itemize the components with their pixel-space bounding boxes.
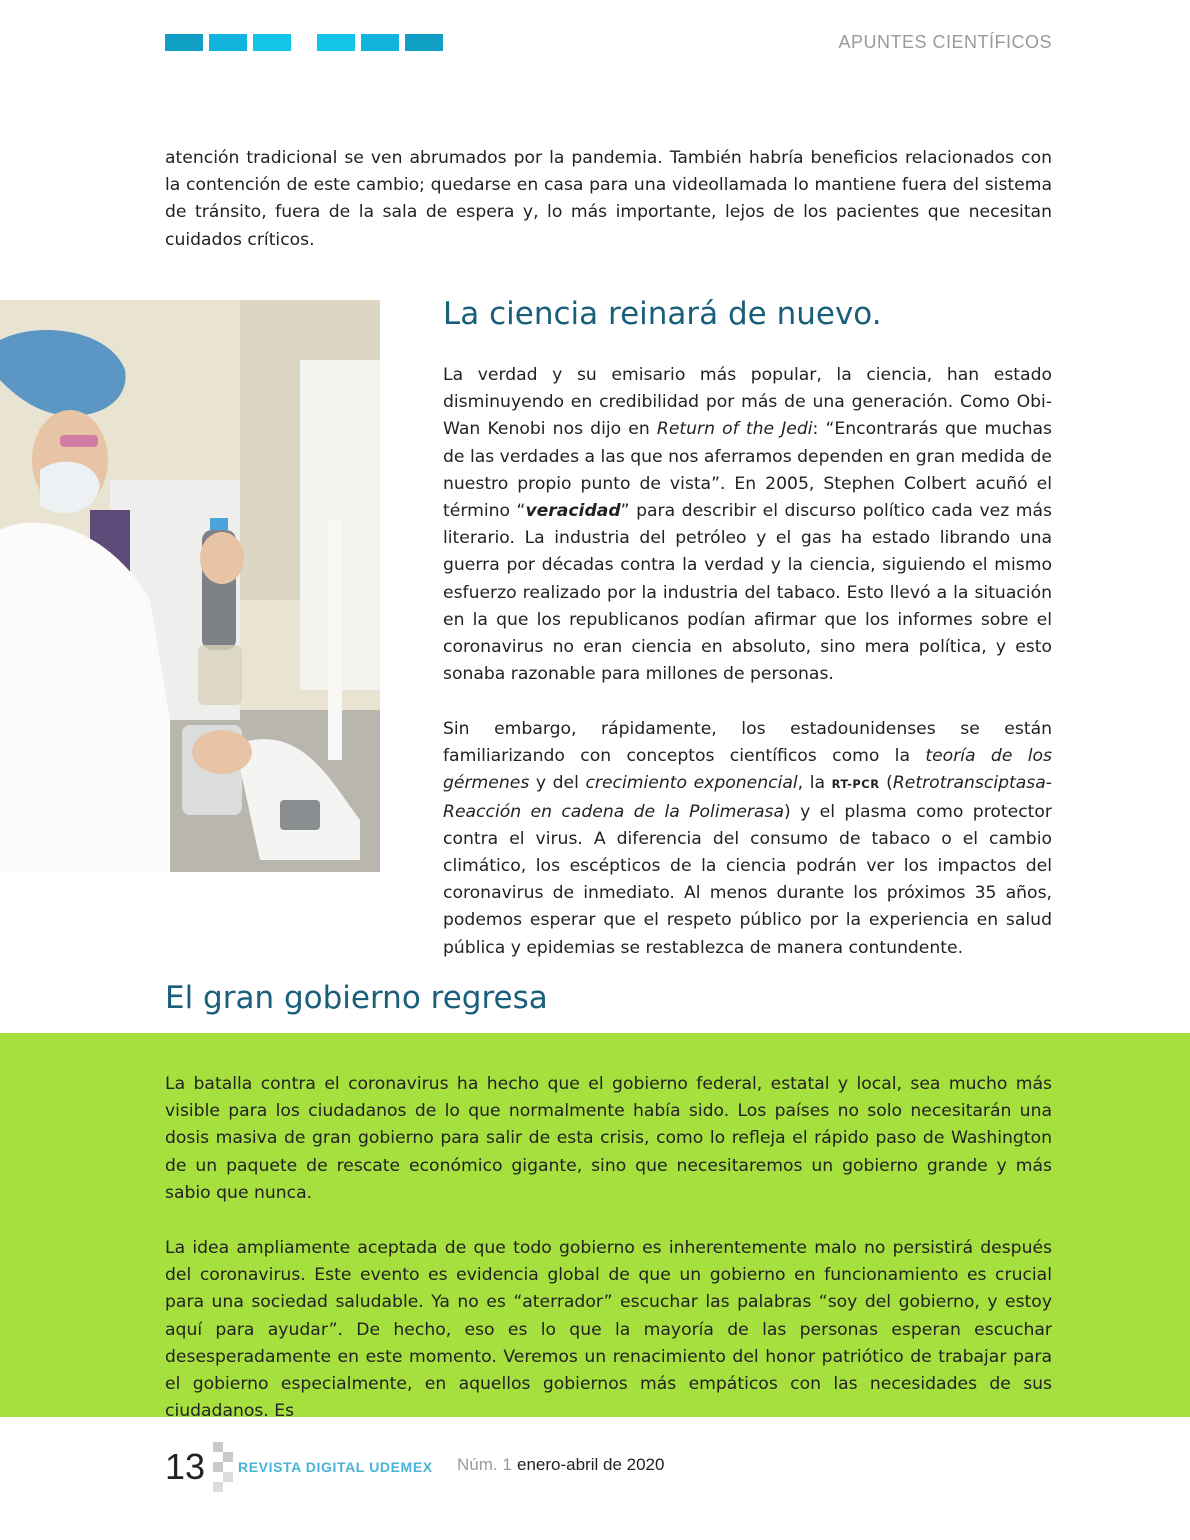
- lab-photo-illustration: [0, 300, 380, 872]
- government-paragraph-1: La batalla contra el coronavirus ha hecho que el gobierno federal, estatal y local, sea mucho más visible para los ciudadanos de lo que normalmente había sido. Los países no solo necesitarán una dosis masiva de gran gobierno para salir de esta crisis, como lo refleja el rápido paso de Washington de un paquete de rescate económico gigante, sino que necesitaremos un gobierno grande y más sabio que nunca.: [165, 1074, 1052, 1203]
- science-paragraph-2: Sin embargo, rápidamente, los estadounidenses se están familiarizando con conceptos científicos como la teoría de los gérmenes y del crecimiento exponencial, la RT-PCR (Retrotransciptasa-Reacción en cadena de la Polimerasa) y el plasma como protector contra el virus. A diferencia del consumo de tabaco o el cambio climático, los escépticos de la ciencia podrán ver los impactos del coronavirus de inmediato. Al menos durante los próximos 35 años, podemos esperar que el respeto público por la experiencia en salud pública y epidemias se restablezca de manera contundente.: [443, 719, 1052, 958]
- page-footer: [165, 1440, 765, 1496]
- section-label: APUNTES CIENTÍFICOS: [838, 32, 1052, 52]
- intro-paragraph: atención tradicional se ven abrumados por la pandemia. También habría beneficios relacionados con la contención de este cambio; quedarse en casa para una videollamada lo mantiene fuera del sistema de tránsito, fuera de la sala de espera y, lo más importante, lejos de los pacientes que necesitan cuidados críticos.: [165, 148, 1052, 250]
- science-paragraph-1: La verdad y su emisario más popular, la ciencia, han estado disminuyendo en credibilidad por más de una generación. Como Obi-Wan Kenobi nos dijo en Return of the Jedi: “Encontrarás que muchas de las verdades a las que nos aferramos dependen en gran medida de nuestro propio punto de vista”. En 2005, Stephen Colbert acuñó el término “veracidad” para describir el discurso político cada vez más literario. La industria del petróleo y el gas ha estado librando una guerra por décadas contra la verdad y la ciencia, siguiendo el mismo esfuerzo realizado por la industria del tabaco. Esto llevó a la situación en la que los republicanos podían afirmar que los informes sobre el coronavirus no eran ciencia en absoluto, sino mera política, y esto sonaba razonable para millones de personas.: [443, 365, 1053, 685]
- bar-block: [317, 34, 355, 51]
- footer-square-icon: [223, 1472, 233, 1482]
- header-color-bar: [165, 34, 445, 51]
- bar-block: [405, 34, 443, 51]
- section-title-science: La ciencia reinará de nuevo.: [443, 296, 882, 332]
- bar-block: [165, 34, 203, 51]
- footer-square-icon: [213, 1462, 223, 1472]
- section-title-government: El gran gobierno regresa: [165, 980, 548, 1016]
- bar-block: [253, 34, 291, 51]
- footer-square-icon: [213, 1442, 223, 1452]
- bar-block: [209, 34, 247, 51]
- issue-date: enero-abril de 2020: [517, 1455, 665, 1474]
- lab-photo: [0, 300, 380, 872]
- government-paragraph-2: La idea ampliamente aceptada de que todo gobierno es inherentemente malo no persistirá después del coronavirus. Este evento es evidencia global de que un gobierno en funcionamiento es crucial para una sociedad saludable. Ya no es “aterrador” escuchar las palabras “soy del gobierno, y estoy aquí para ayudar”. De hecho, eso es lo que la mayoría de las personas esperan escuchar desesperadamente en este momento. Veremos un renacimiento del honor patriótico de trabajar para el gobierno especialmente, en aquellos gobiernos más empáticos con las necesidades de sus ciudadanos. Es: [165, 1238, 1052, 1422]
- bar-block: [361, 34, 399, 51]
- issue-number: Núm. 1: [457, 1455, 512, 1474]
- magazine-name: REVISTA DIGITAL UDEMEX: [238, 1459, 433, 1475]
- footer-square-icon: [213, 1482, 223, 1492]
- footer-square-icon: [223, 1452, 233, 1462]
- page-number: 13: [165, 1446, 206, 1487]
